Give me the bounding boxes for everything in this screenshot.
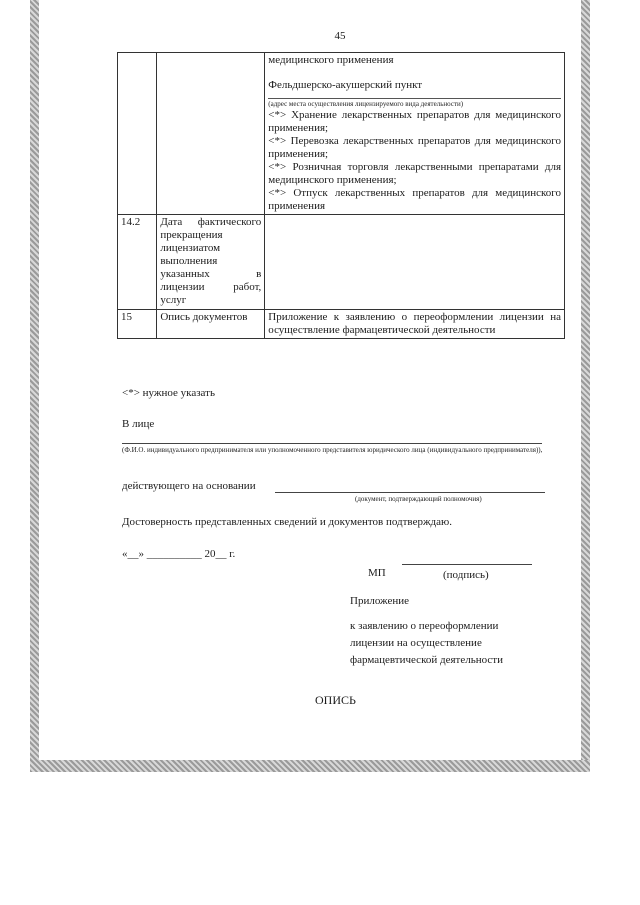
list-item: <*> Хранение лекарственных препаратов для медицинского применения;: [268, 109, 561, 134]
scan-border-bottom: [30, 760, 590, 772]
list-item: <*> Отпуск лекарственных препаратов для медицинского применения: [268, 187, 561, 212]
appendix-line: к заявлению о переоформлении: [350, 620, 499, 632]
row-value: Приложение к заявлению о переоформлении лицензии на осуществление фармацевтической деятельности: [265, 310, 565, 339]
continuation-line: медицинского применения: [268, 54, 394, 66]
date-field: «__» __________ 20__ г.: [122, 548, 236, 560]
license-table: [117, 52, 565, 339]
appendix-title: Приложение: [350, 595, 410, 607]
basis-line: [275, 492, 545, 493]
row-label: Дата фактического прекращения лицензиатом выполнения указанных в лицензии работ, услуг: [157, 215, 265, 310]
opis-title: ОПИСЬ: [315, 693, 356, 707]
footnote: <*> нужное указать: [122, 387, 215, 399]
page-number: 45: [334, 30, 346, 42]
mp-label: МП: [368, 567, 386, 579]
basis-label: действующего на основании: [122, 480, 256, 492]
basis-caption: (документ, подтверждающий полномочия): [355, 495, 482, 503]
row-number: 15: [118, 310, 157, 339]
in-person-label: В лице: [122, 418, 155, 430]
scan-border-right: [581, 0, 590, 772]
list-item: <*> Перевозка лекарственных препаратов для медицинского применения;: [268, 135, 561, 160]
list-item: <*> Розничная торговля лекарственными препаратами для медицинского применения;: [268, 161, 561, 186]
table-row-15: [118, 310, 565, 339]
appendix-line: фармацевтической деятельности: [350, 654, 503, 666]
row-number: 14.2: [118, 215, 157, 310]
place-title: Фельдшерско-акушерский пункт: [268, 79, 423, 91]
scan-border-left: [30, 0, 39, 772]
row-value: [265, 215, 565, 310]
row-label: Опись документов: [157, 310, 265, 339]
confirm-text: Достоверность представленных сведений и документов подтверждаю.: [122, 516, 452, 528]
in-person-line: [122, 443, 542, 444]
appendix-line: лицензии на осуществление: [350, 637, 482, 649]
signature-line: [402, 564, 532, 565]
in-person-caption: (Ф.И.О. индивидуального предпринимателя или уполномоченного представителя юридического лица (индивидуального предпринимателя)),: [122, 446, 543, 454]
place-caption: (адрес места осуществления лицензируемого вида деятельности): [268, 98, 561, 109]
table-row-continuation: [118, 53, 565, 215]
table-row-14-2: [118, 215, 565, 310]
signature-caption: (подпись): [443, 569, 489, 581]
